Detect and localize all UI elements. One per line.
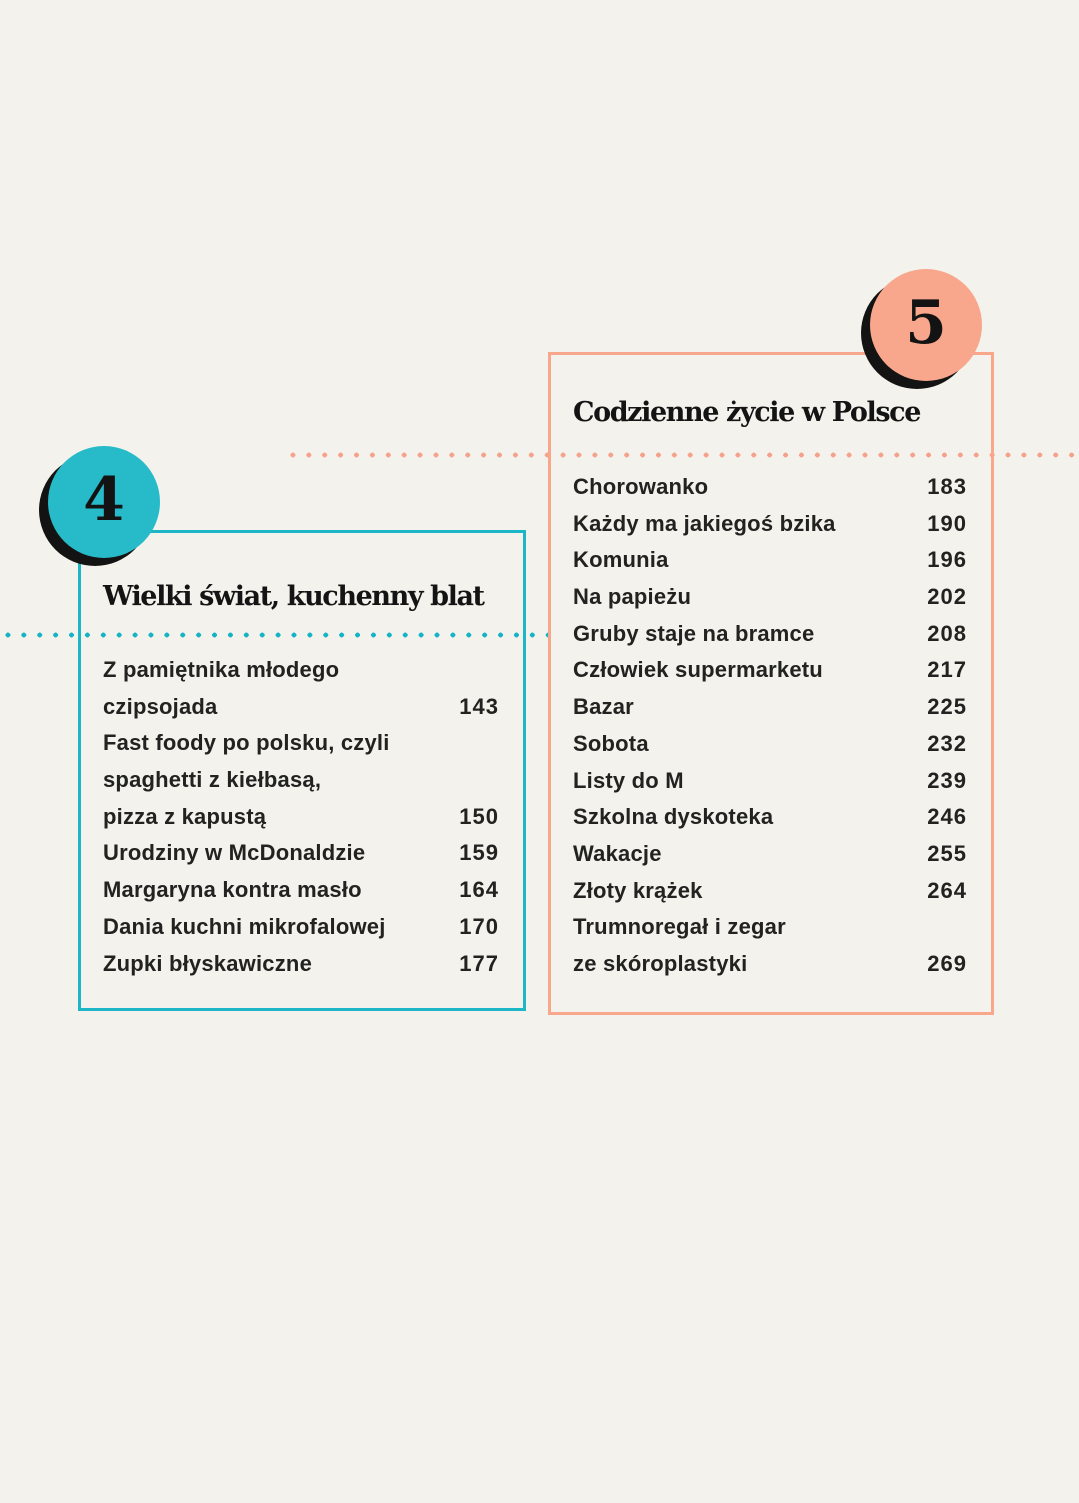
- toc-entry-title: Komunia: [573, 547, 669, 573]
- toc-entry-title: czipsojada: [103, 693, 218, 719]
- toc-entry-page: 202: [927, 584, 967, 610]
- toc-entry-page: 269: [927, 950, 967, 976]
- toc-row: [573, 694, 967, 731]
- toc-row: [573, 547, 967, 584]
- toc-row: [103, 767, 499, 804]
- toc-entry-page: 177: [459, 950, 499, 976]
- toc-row: [103, 877, 499, 914]
- toc-row: [573, 474, 967, 511]
- toc-entry-title: Szkolna dyskoteka: [573, 804, 774, 830]
- toc-row: [573, 621, 967, 658]
- toc-entry-page: 196: [927, 547, 967, 573]
- toc-entry-title: Trumnoregał i zegar: [573, 914, 786, 940]
- toc-entry-title: spaghetti z kiełbasą,: [103, 767, 322, 793]
- toc-row: [573, 951, 967, 988]
- toc-entry-page: 143: [459, 693, 499, 719]
- toc-entry-title: Zupki błyskawiczne: [103, 950, 313, 976]
- toc-entry-title: Urodziny w McDonaldzie: [103, 840, 366, 866]
- chapter-5-number-badge: [870, 269, 982, 381]
- toc-row: [103, 914, 499, 951]
- toc-entry-title: Chorowanko: [573, 474, 709, 499]
- chapter-5-box: [548, 352, 994, 1015]
- toc-row: [573, 878, 967, 915]
- toc-entry-title: Margaryna kontra masło: [103, 877, 362, 903]
- toc-row: [103, 951, 499, 988]
- toc-row: [103, 657, 499, 694]
- toc-row: [573, 804, 967, 841]
- chapter-4-number: 4: [83, 465, 125, 535]
- toc-row: [103, 804, 499, 841]
- chapter-5-entries: [573, 474, 967, 988]
- toc-entry-title: pizza z kapustą: [103, 803, 267, 829]
- toc-row: [573, 914, 967, 951]
- chapter-5-number: 5: [905, 288, 947, 358]
- toc-row: [573, 841, 967, 878]
- toc-entry-title: Na papieżu: [573, 584, 692, 610]
- toc-entry-title: Z pamiętnika młodego: [103, 657, 340, 682]
- toc-row: [103, 840, 499, 877]
- toc-entry-page: 246: [927, 804, 967, 830]
- toc-entry-page: 183: [927, 474, 967, 499]
- toc-entry-page: 159: [459, 840, 499, 866]
- toc-row: [573, 657, 967, 694]
- toc-entry-page: 190: [927, 510, 967, 536]
- toc-entry-page: 164: [459, 877, 499, 903]
- toc-row: [103, 730, 499, 767]
- toc-entry-page: 225: [927, 694, 967, 720]
- toc-row: [573, 511, 967, 548]
- toc-entry-page: 208: [927, 620, 967, 646]
- toc-entry-title: Sobota: [573, 730, 649, 756]
- toc-row: [573, 731, 967, 768]
- chapter-4-entries: [103, 657, 499, 987]
- toc-entry-page: 264: [927, 877, 967, 903]
- toc-entry-title: Bazar: [573, 694, 634, 720]
- toc-row: [573, 584, 967, 621]
- chapter-4-box: [78, 530, 526, 1011]
- toc-entry-title: Fast foody po polsku, czyli: [103, 730, 390, 756]
- toc-row: [573, 768, 967, 805]
- toc-entry-page: 255: [927, 840, 967, 866]
- toc-entry-title: ze skóroplastyki: [573, 950, 748, 976]
- toc-entry-title: Złoty krążek: [573, 877, 703, 903]
- toc-entry-title: Gruby staje na bramce: [573, 620, 815, 646]
- toc-entry-title: Każdy ma jakiegoś bzika: [573, 510, 836, 536]
- toc-entry-page: 150: [459, 803, 499, 829]
- toc-entry-page: 170: [459, 913, 499, 939]
- toc-entry-title: Dania kuchni mikrofalowej: [103, 913, 386, 939]
- toc-entry-title: Wakacje: [573, 840, 662, 866]
- chapter-4-number-badge: [48, 446, 160, 558]
- toc-entry-page: 239: [927, 767, 967, 793]
- toc-entry-page: 217: [927, 657, 967, 683]
- toc-entry-title: Człowiek supermarketu: [573, 657, 823, 683]
- chapter-4-title: Wielki świat, kuchenny blat: [103, 581, 484, 612]
- toc-row: [103, 694, 499, 731]
- toc-entry-page: 232: [927, 730, 967, 756]
- chapter-5-title: Codzienne życie w Polsce: [573, 397, 920, 428]
- toc-entry-title: Listy do M: [573, 767, 684, 793]
